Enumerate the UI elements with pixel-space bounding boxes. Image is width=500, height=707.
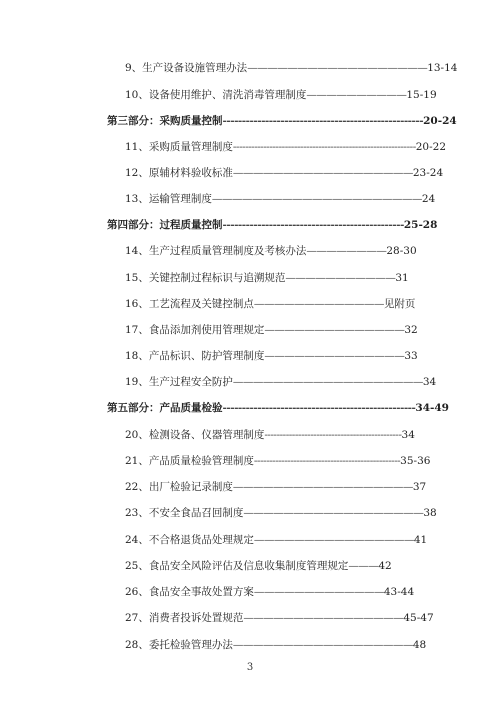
toc-entry (125, 374, 436, 390)
toc-entry-title: 11、采购质量管理制度 (125, 141, 233, 153)
toc-entry (125, 322, 418, 338)
toc-entry-title: 16、工艺流程及关键控制点 (125, 298, 254, 310)
toc-entry-title: 25、食品安全风险评估及信息收集制度管理规定 (125, 560, 349, 572)
toc-entry-page: 13-14 (427, 62, 458, 74)
toc-entry-leader: —————————————————— (243, 507, 424, 519)
toc-entry-leader: ———————————————— (253, 534, 414, 546)
toc-entry-page: 42 (378, 560, 392, 572)
toc-entry-page: 20-22 (415, 141, 447, 153)
toc-entry (125, 139, 446, 155)
toc-entry-title: 15、关键控制过程标识与追溯规范 (125, 272, 286, 284)
toc-entry-leader: —————————————— (264, 350, 405, 362)
toc-entry (125, 191, 435, 207)
toc-entry-page: 35-36 (400, 455, 431, 467)
toc-part-heading (107, 400, 449, 416)
toc-entry-page: 38 (423, 507, 437, 519)
toc-entry-leader: —————————————————— (232, 167, 413, 179)
toc-entry-title: 17、食品添加剂使用管理规定 (125, 324, 265, 336)
toc-entry-title: 9、生产设备设施管理办法 (125, 62, 248, 74)
toc-entry-page: 15-19 (406, 89, 437, 101)
toc-entry (125, 427, 415, 443)
toc-entry-page: 33 (404, 350, 418, 362)
toc-entry-title: 第四部分：过程质量控制 (107, 219, 223, 231)
toc-entry-title: 13、运输管理制度 (125, 193, 212, 205)
toc-entry-title: 第三部分：采购质量控制 (107, 115, 223, 127)
toc-entry-title: 24、不合格退货品处理规定 (125, 534, 254, 546)
toc-entry-page: 48 (412, 639, 427, 651)
toc-entry-title: 第五部分：产品质量检验 (107, 402, 223, 414)
toc-entry (125, 243, 417, 259)
toc-entry (125, 60, 457, 76)
toc-part-heading (107, 217, 437, 233)
toc-entry (125, 165, 443, 181)
toc-entry-page: 34 (422, 376, 437, 388)
toc-entry-leader: ————————————— (253, 586, 384, 598)
toc-entry-page: 34-49 (415, 402, 449, 414)
toc-entry-page: 31 (395, 272, 409, 284)
toc-entry-leader: ——— (348, 560, 379, 572)
toc-entry-title: 12、原辅材料验收标准 (125, 167, 233, 179)
toc-entry (125, 532, 427, 548)
toc-entry-page: 43-44 (383, 586, 415, 598)
toc-entry-title: 21、产品质量检验管理制度 (125, 455, 254, 467)
toc-entry-leader: —————————————————— (232, 639, 413, 651)
toc-entry (125, 505, 437, 521)
toc-entry-leader: --------------------------------------------- (264, 429, 402, 441)
toc-entry-leader: —————————————————— (247, 62, 428, 74)
toc-entry-leader: ------------------------------------------------ (253, 455, 401, 467)
toc-part-heading (107, 113, 457, 129)
toc-entry-leader: ——————————— (285, 272, 396, 284)
toc-entry-leader: ———————————————— (243, 612, 404, 624)
toc-entry-title: 14、生产过程质量管理制度及考核办法 (125, 245, 307, 257)
toc-entry-leader: —————————————— (264, 324, 405, 336)
toc-entry-page: 41 (413, 534, 428, 546)
toc-entry (125, 610, 434, 626)
toc-entry-page: 23-24 (412, 167, 444, 179)
toc-entry (125, 87, 437, 103)
toc-entry-leader: ———————— (306, 245, 387, 257)
toc-entry-title: 28、委托检验管理办法 (125, 639, 233, 651)
toc-entry (125, 584, 414, 600)
toc-entry (125, 637, 426, 653)
toc-entry-page: 37 (412, 481, 427, 493)
toc-entry-leader: ————————————— (253, 298, 384, 310)
toc-entry (125, 479, 426, 495)
toc-entry (125, 453, 430, 469)
toc-entry-leader: —————————— (306, 89, 407, 101)
toc-entry-leader: ----------------------------------------------- (222, 219, 404, 231)
toc-entry-title: 22、出厂检验记录制度 (125, 481, 233, 493)
toc-entry (125, 270, 409, 286)
toc-entry-leader: —————————————————— (232, 481, 413, 493)
toc-entry-leader: ------------------------------------------------------------ (232, 141, 416, 153)
toc-entry-title: 10、设备使用维护、清洗消毒管理制度 (125, 89, 307, 101)
toc-entry-title: 27、消费者投诉处置规范 (125, 612, 244, 624)
toc-entry-page: 34 (401, 429, 415, 441)
toc-entry-page: 见附页 (383, 298, 416, 310)
toc-entry (125, 296, 415, 312)
toc-entry-title: 20、检测设备、仪器管理制度 (125, 429, 265, 441)
toc-entry-page: 45-47 (403, 612, 434, 624)
toc-entry-title: 18、产品标识、防护管理制度 (125, 350, 265, 362)
toc-entry (125, 348, 418, 364)
toc-entry-page: 24 (421, 193, 436, 205)
toc-entry-title: 26、食品安全事故处置方案 (125, 586, 254, 598)
toc-entry-title: 23、不安全食品召回制度 (125, 507, 244, 519)
toc-entry-page: 28-30 (386, 245, 417, 257)
toc-entry-leader: -------------------------------------------------- (222, 402, 416, 414)
toc-entry-leader: ————————————————————— (211, 193, 422, 205)
toc-entry-page: 20-24 (423, 115, 457, 127)
toc-entry-leader: ---------------------------------------------------- (222, 115, 424, 127)
toc-entry-page: 25-28 (403, 219, 438, 231)
toc-entry-page: 32 (404, 324, 418, 336)
toc-entry-leader: ——————————————————— (232, 376, 423, 388)
toc-entry-title: 19、生产过程安全防护 (125, 376, 233, 388)
toc-entry (125, 558, 392, 574)
page-number: 3 (246, 662, 254, 673)
